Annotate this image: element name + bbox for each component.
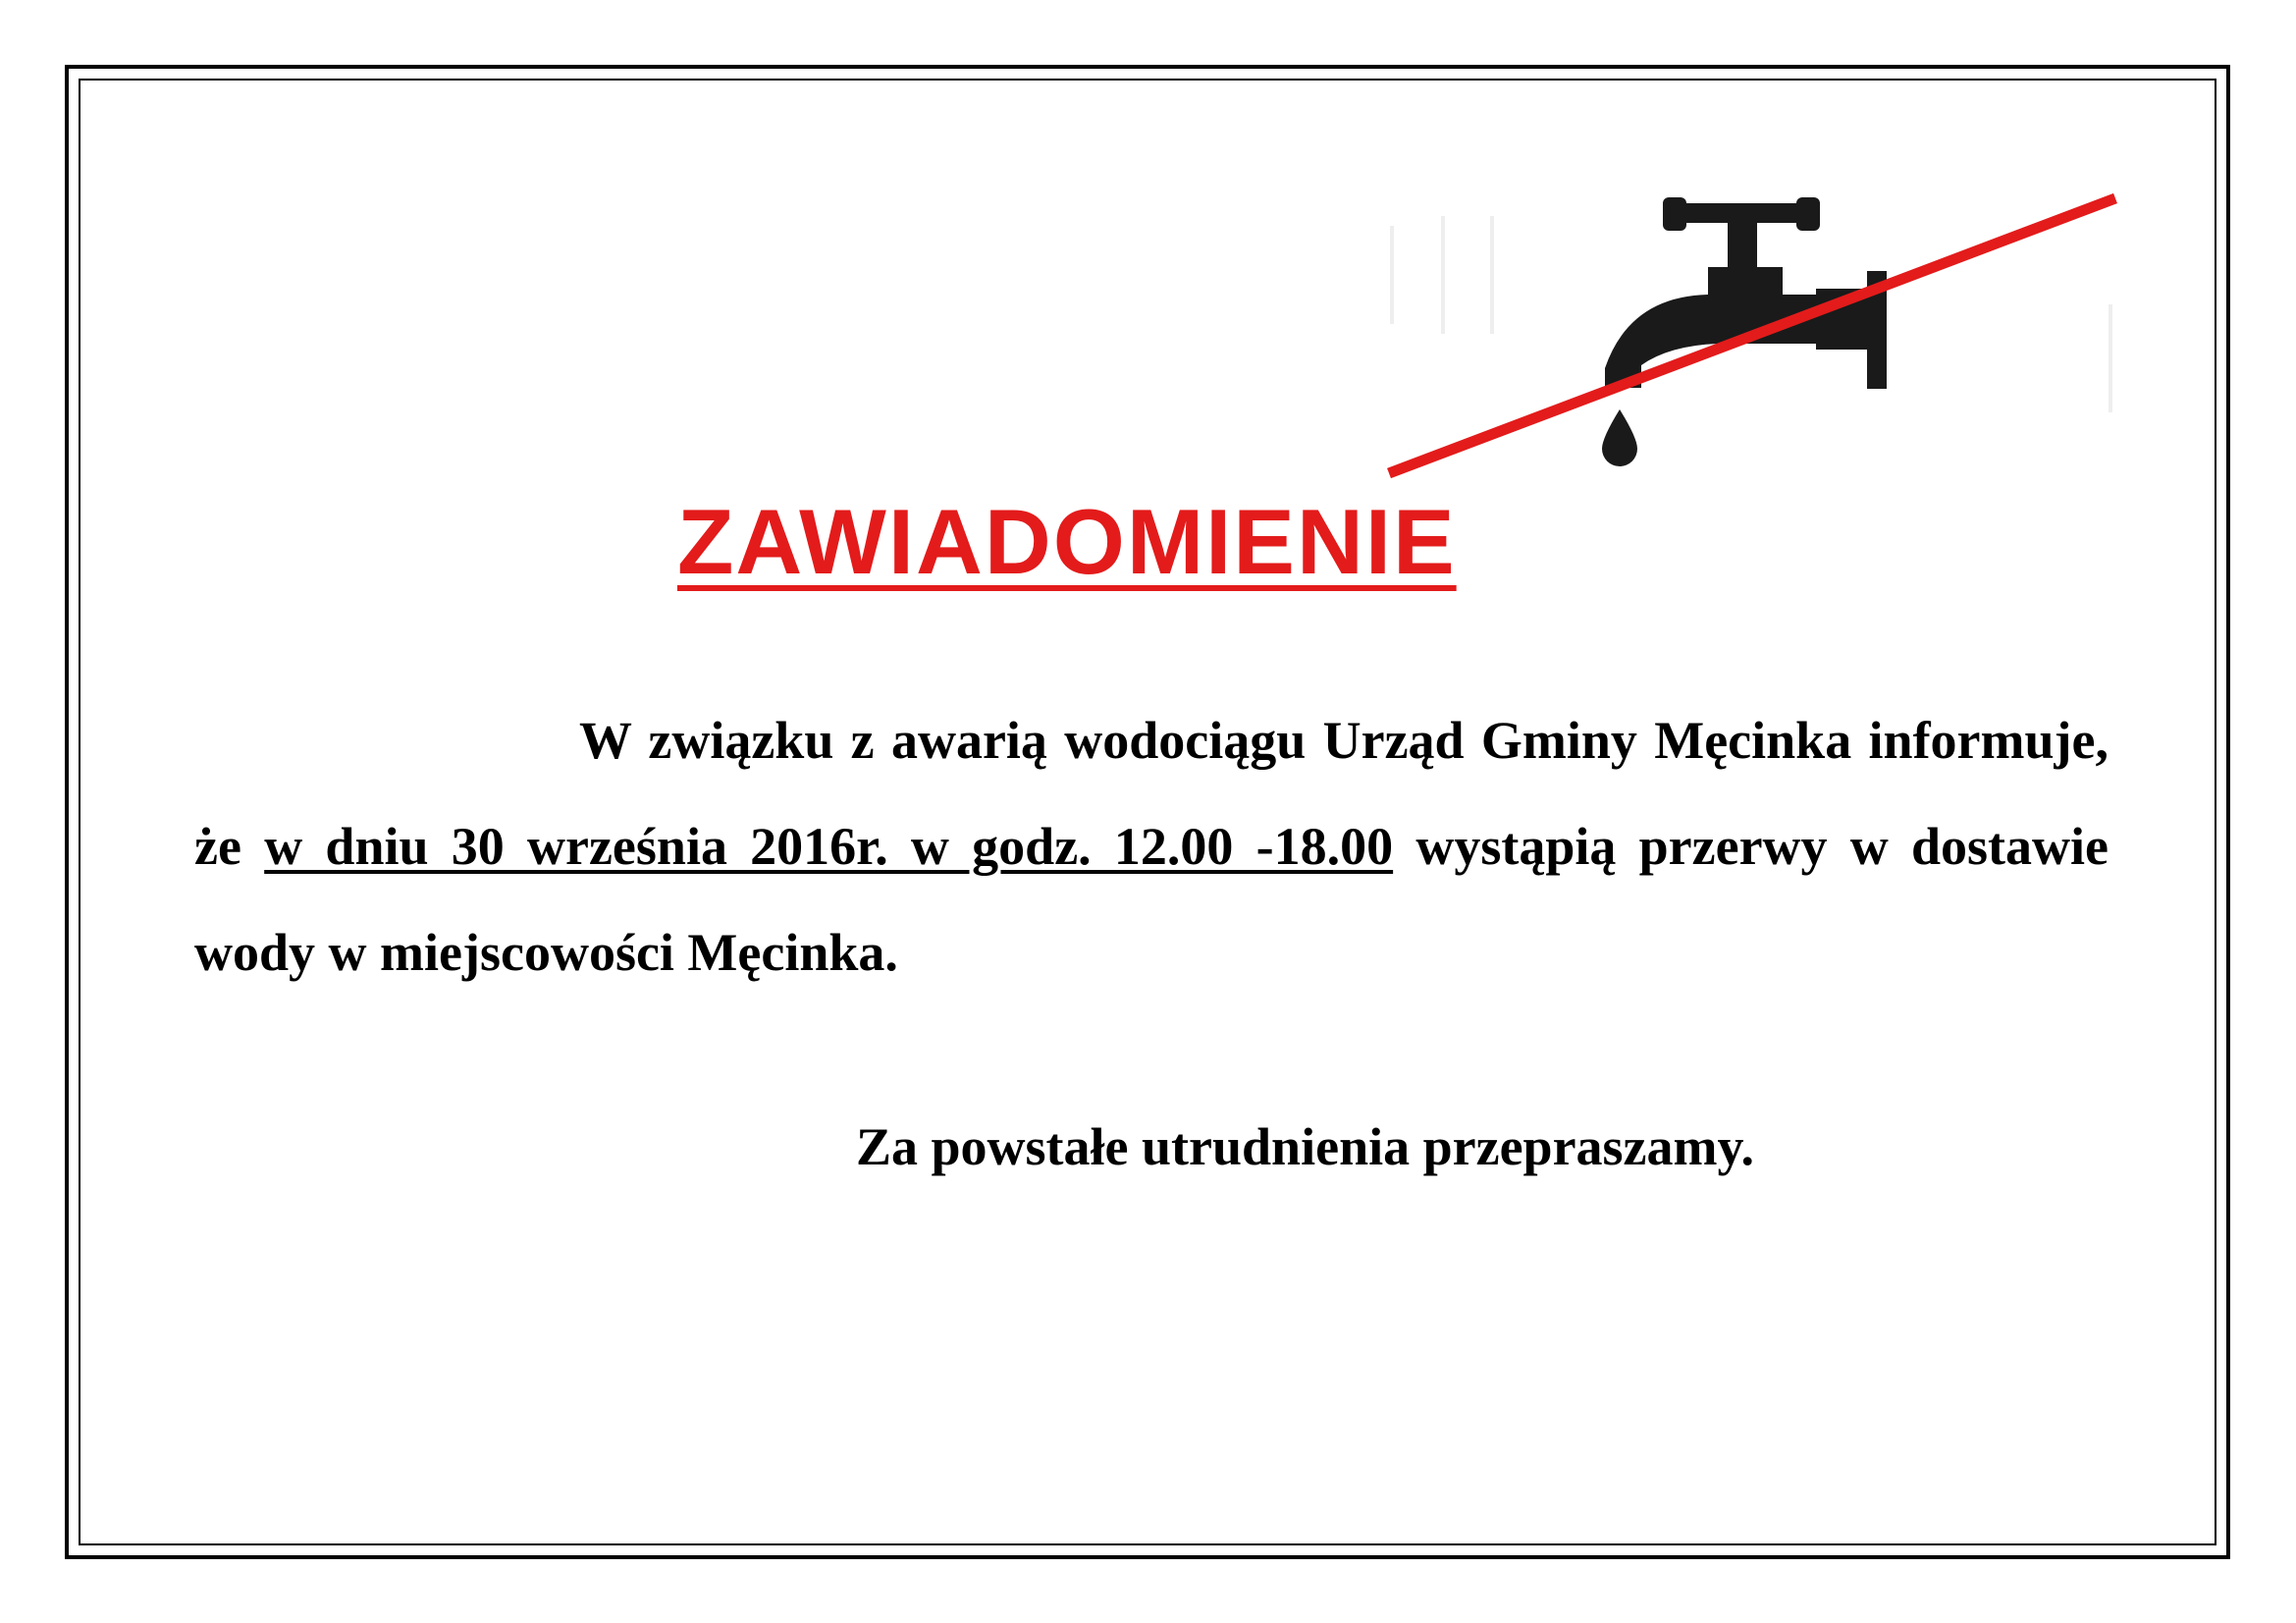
- notice-body-intro: W związku z awarią wodociągu Urząd Gminy Męcinka informuje, że: [194, 711, 2109, 876]
- notice-body-outro: wystąpią przerwy w dostawie wody w miejscowości Męcinka.: [194, 817, 2109, 982]
- notice-body: [194, 687, 2109, 1005]
- no-water-tap-icon: [1384, 187, 2120, 481]
- tap-handle-end-left: [1663, 197, 1686, 231]
- tap-handle-end-right: [1796, 197, 1820, 231]
- notice-date-time: w dniu 30 września 2016r. w godz. 12.00 -18.00: [264, 817, 1394, 876]
- notice-closing: Za powstałe utrudnienia przepraszamy.: [856, 1117, 1755, 1176]
- tap-handle: [1679, 203, 1806, 223]
- tap-stem: [1728, 221, 1757, 275]
- water-drop-icon: [1602, 409, 1637, 466]
- notice-title: ZAWIADOMIENIE: [677, 490, 1457, 593]
